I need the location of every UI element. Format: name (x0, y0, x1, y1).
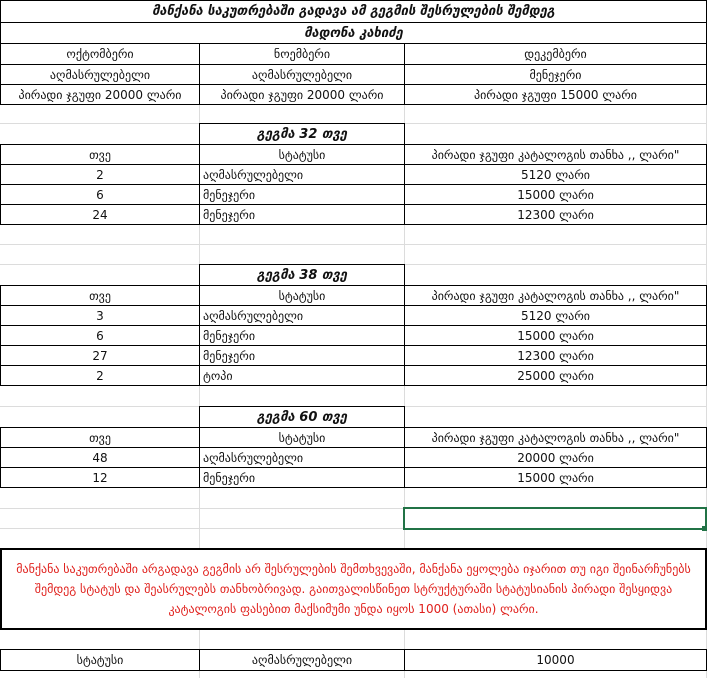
status-cell[interactable]: აღმასრულებელი (199, 64, 405, 85)
status-value[interactable]: აღმასრულებელი (199, 164, 405, 185)
fill-handle[interactable] (702, 526, 707, 531)
status-value[interactable]: მენეჯერი (199, 467, 405, 488)
status-value[interactable]: მენეჯერი (199, 184, 405, 205)
month-value[interactable]: 2 (0, 164, 200, 185)
status-value[interactable]: აღმასრულებელი (199, 305, 405, 326)
column-header-status[interactable]: სტატუსი (199, 427, 405, 448)
amount-value[interactable]: 15000 ლარი (404, 467, 707, 488)
column-header-amount[interactable]: პირადი ჯგუფი კატალოგის თანხა ,, ლარი" (404, 427, 707, 448)
warning-note[interactable]: მანქანა საკუთრებაში არგადავა გეგმის არ შესრულების შემთხვევაში, მანქანა ეყოლება იჯარით თუ იგი შეინარჩუნებს შემდეგ სტატუს და შეასრულებს თანხობრივად. გაითვალისწინეთ სტრუქტურაში სტატუსიანის პირადი შესყიდვა კატალოგის ფასებით მაქსიმუმი უნდა იყოს 1000 (ათასი) ლარი. (0, 548, 707, 630)
status-value[interactable]: მენეჯერი (199, 325, 405, 346)
amount-value[interactable]: 5120 ლარი (404, 305, 707, 326)
amount-value[interactable]: 15000 ლარი (404, 325, 707, 346)
column-header-amount[interactable]: პირადი ჯგუფი კატალოგის თანხა ,, ლარი" (404, 144, 707, 165)
amount-value[interactable]: 25000 ლარი (404, 365, 707, 386)
column-header-month[interactable]: თვე (0, 285, 200, 306)
amount-value[interactable]: 12300 ლარი (404, 345, 707, 366)
month-cell[interactable]: ოქტომბერი (0, 43, 200, 65)
grid-line (0, 244, 707, 245)
amount-value[interactable]: 15000 ლარი (404, 184, 707, 205)
status-cell[interactable]: მენეჯერი (404, 64, 707, 85)
month-value[interactable]: 3 (0, 305, 200, 326)
status-cell[interactable]: აღმასრულებელი (0, 64, 200, 85)
status-value[interactable]: აღმასრულებელი (199, 447, 405, 468)
month-value[interactable]: 27 (0, 345, 200, 366)
group-cell[interactable]: პირადი ჯგუფი 15000 ლარი (404, 84, 707, 105)
month-value[interactable]: 6 (0, 184, 200, 205)
column-header-month[interactable]: თვე (0, 144, 200, 165)
month-value[interactable]: 12 (0, 467, 200, 488)
month-value[interactable]: 48 (0, 447, 200, 468)
month-cell[interactable]: ნოემბერი (199, 43, 405, 65)
column-header-month[interactable]: თვე (0, 427, 200, 448)
plan-title[interactable]: გეგმა 38 თვე (199, 264, 405, 286)
column-header-amount[interactable]: პირადი ჯგუფი კატალოგის თანხა ,, ლარი" (404, 285, 707, 306)
month-cell[interactable]: დეკემბერი (404, 43, 707, 65)
amount-value[interactable]: 12300 ლარი (404, 204, 707, 225)
summary-label[interactable]: სტატუსი (0, 649, 200, 671)
selected-cell[interactable] (403, 507, 707, 530)
summary-value[interactable]: 10000 (404, 649, 707, 671)
status-value[interactable]: მენეჯერი (199, 345, 405, 366)
month-value[interactable]: 24 (0, 204, 200, 225)
month-value[interactable]: 6 (0, 325, 200, 346)
header-name[interactable]: მადონა კახიძე (0, 22, 707, 44)
status-value[interactable]: მენეჯერი (199, 204, 405, 225)
amount-value[interactable]: 20000 ლარი (404, 447, 707, 468)
group-cell[interactable]: პირადი ჯგუფი 20000 ლარი (0, 84, 200, 105)
group-cell[interactable]: პირადი ჯგუფი 20000 ლარი (199, 84, 405, 105)
column-header-status[interactable]: სტატუსი (199, 144, 405, 165)
summary-status[interactable]: აღმასრულებელი (199, 649, 405, 671)
amount-value[interactable]: 5120 ლარი (404, 164, 707, 185)
month-value[interactable]: 2 (0, 365, 200, 386)
plan-title[interactable]: გეგმა 60 თვე (199, 406, 405, 428)
plan-title[interactable]: გეგმა 32 თვე (199, 123, 405, 145)
header-title[interactable]: მანქანა საკუთრებაში გადავა ამ გეგმის შესრულების შემდეგ (0, 0, 707, 23)
column-header-status[interactable]: სტატუსი (199, 285, 405, 306)
status-value[interactable]: ტოპი (199, 365, 405, 386)
